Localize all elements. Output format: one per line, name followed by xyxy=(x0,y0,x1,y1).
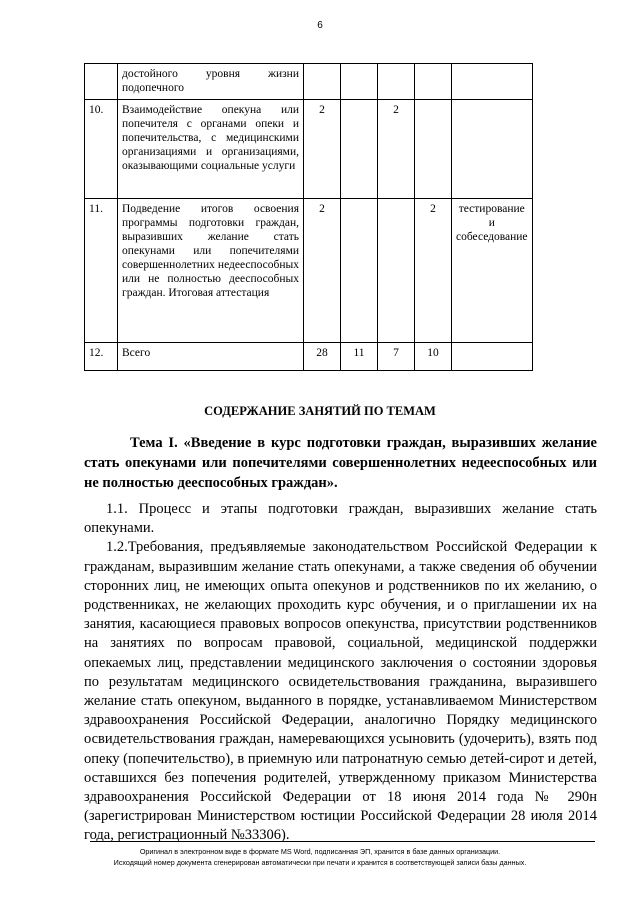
row-topic: Всего xyxy=(118,343,304,371)
footer-line-2: Исходящий номер документа сгенерирован автоматически при печати и хранится в соответствующей записи базы данных. xyxy=(113,858,527,867)
control-form xyxy=(452,343,533,371)
hours-lecture: 11 xyxy=(341,343,378,371)
row-number: 12. xyxy=(85,343,118,371)
theme-title-text: Тема I. «Введение в курс подготовки граждан, выразивших желание стать опекунами или попечителями совершеннолетних недееспособных или не полностью дееспособных граждан». xyxy=(84,435,597,491)
table-row xyxy=(85,343,533,371)
hours-assessment xyxy=(415,100,452,199)
paragraph: 1.1. Процесс и этапы подготовки граждан, выразивших желание стать опекунами. xyxy=(84,501,597,537)
hours-lecture xyxy=(341,199,378,343)
hours-total: 28 xyxy=(304,343,341,371)
hours-practice xyxy=(378,64,415,100)
table-row xyxy=(85,64,533,100)
paragraph: 1.2.Требования, предъявляемые законодательством Российской Федерации к гражданам, выразившим желание стать опекунами, а также сведения об обучении сторонних лиц, не имеющих опыта опекунов и родственников по их желанию, о родственниках, не желающих проходить курс обучения, и о приглашении их на занятия, касающиеся правовых вопросов опекунства, присутствии родственников на занятиях по вопросам правовой, социальной, медицинской поддержки опекаемых лиц, представлении медицинского заключения о состоянии здоровья по результатам медицинского освидетельствования гражданина, выразившего желание стать опекуном, выданного в порядке, устанавливаемом Министерством здравоохранения Российской Федерации, аналогично Порядку медицинского освидетельствования граждан, намеревающихся усыновить (удочерить), взять под опеку (попечительство), в приемную или патронатную семью детей-сирот и детей, оставшихся без попечения родителей, утвержденному приказом Министерства здравоохранения Российской Федерации от 18 июня 2014 года № 290н (зарегистрирован Министерством юстиции Российской Федерации 28 июля 2014 года, регистрационный №33306). xyxy=(84,539,597,844)
hours-assessment: 2 xyxy=(415,199,452,343)
row-topic: Взаимодействие опекуна или попечителя с органами опеки и попечительства, с медицинскими организациями и организациями, оказывающими социальные услуги xyxy=(118,100,304,199)
table-row xyxy=(85,100,533,199)
theme-title xyxy=(84,433,597,493)
hours-lecture xyxy=(341,64,378,100)
section-heading: СОДЕРЖАНИЕ ЗАНЯТИЙ ПО ТЕМАМ xyxy=(204,404,436,418)
row-number: 10. xyxy=(85,100,118,199)
control-form xyxy=(452,64,533,100)
footer-divider xyxy=(90,841,595,842)
hours-assessment xyxy=(415,64,452,100)
row-topic: Подведение итогов освоения программы подготовки граждан, выразивших желание стать опекунами или попечителями совершеннолетних недееспособных или не полностью дееспособных граждан. Итоговая аттестация xyxy=(118,199,304,343)
page-number: 6 xyxy=(317,20,323,31)
hours-practice: 7 xyxy=(378,343,415,371)
hours-total xyxy=(304,64,341,100)
footer xyxy=(0,846,640,868)
row-number xyxy=(85,64,118,100)
row-topic: достойного уровня жизни подопечного xyxy=(118,64,304,100)
hours-assessment: 10 xyxy=(415,343,452,371)
footer-line-1: Оригинал в электронном виде в формате MS Word, подписанная ЭП, хранится в базе данных организации. xyxy=(139,847,501,856)
body-text xyxy=(84,500,597,846)
control-form xyxy=(452,100,533,199)
row-number: 11. xyxy=(85,199,118,343)
curriculum-table xyxy=(84,63,533,371)
hours-practice xyxy=(378,199,415,343)
table-row xyxy=(85,199,533,343)
control-form: тестирование и собеседование xyxy=(452,199,533,343)
hours-total: 2 xyxy=(304,199,341,343)
hours-total: 2 xyxy=(304,100,341,199)
hours-practice: 2 xyxy=(378,100,415,199)
hours-lecture xyxy=(341,100,378,199)
